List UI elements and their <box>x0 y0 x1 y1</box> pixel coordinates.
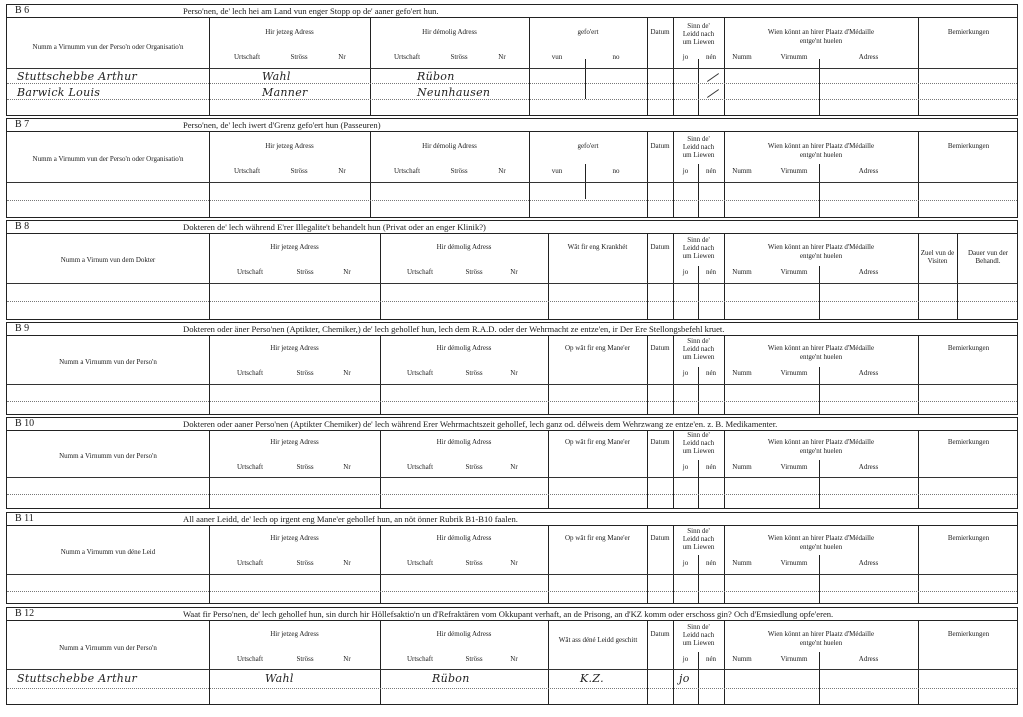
section-header <box>7 608 1017 621</box>
col-date: Datum <box>650 28 670 36</box>
col-current-address: Hir jetzeg Adress <box>265 28 314 36</box>
col-duration: Dauer vun der Behandl. <box>967 249 1009 265</box>
col-street: Ströss <box>296 268 314 276</box>
col-sense-3: um Liewen <box>682 38 715 46</box>
col-sense-1: Sinn de' <box>687 431 710 439</box>
col-to: no <box>612 53 620 61</box>
col-medal-name: Numm <box>732 559 752 567</box>
col-sense-3: um Liewen <box>682 543 715 551</box>
col-medal-address: Adress <box>858 559 879 567</box>
col-no: nén <box>705 369 717 377</box>
col-name: Numm a Virnumm vun déne Leid <box>60 548 156 556</box>
col-medal-name: Numm <box>732 463 752 471</box>
col-from: vun <box>551 53 563 61</box>
col-medal-first: Virnumm <box>780 369 808 377</box>
col-current-address: Hir jetzeg Adress <box>270 344 319 352</box>
entry-former: Rübon <box>417 70 455 83</box>
col-town: Urtschaft <box>236 463 264 471</box>
section-header <box>7 418 1017 431</box>
col-date: Datum <box>650 534 670 542</box>
col-remarks: Bemierkungen <box>947 142 990 150</box>
section-header <box>7 513 1017 526</box>
col-name: Numm a Virnumm vun der Perso'n <box>59 452 157 460</box>
col-current-address: Hir jetzeg Adress <box>265 142 314 150</box>
col-what-happened: Wât ass déné Leidd geschitt <box>558 636 638 644</box>
check-mark-icon <box>707 89 719 98</box>
col-remarks: Bemierkungen <box>947 630 990 638</box>
col-manner: Op wât fir eng Mane'er <box>564 344 630 352</box>
col-medal-1: Wien könnt an hirer Plaatz d'Médaille <box>767 28 875 36</box>
entry-name: Barwick Louis <box>17 86 101 99</box>
col-medal-address: Adress <box>858 655 879 663</box>
check-mark-icon <box>707 73 719 82</box>
section-title: Dokteren de' lech während E'rer Illegalite't behandelt hun (Privat oder an enger Klinik?) <box>183 222 486 232</box>
col-medal-address: Adress <box>858 463 879 471</box>
col-medal-address: Adress <box>858 369 879 377</box>
section-id: B 6 <box>15 5 30 16</box>
section-id: B 8 <box>15 221 30 232</box>
section-b6 <box>6 4 1018 116</box>
col-street: Ströss <box>450 53 468 61</box>
col-date: Datum <box>650 142 670 150</box>
col-name: Numm a Virnumm vun der Perso'n <box>59 644 157 652</box>
col-former-address: Hir démolig Adress <box>436 344 492 352</box>
entry-what-happened: K.Z. <box>580 672 604 685</box>
col-remarks: Bemierkungen <box>947 438 990 446</box>
col-sense-3: um Liewen <box>682 639 715 647</box>
col-nr: Nr <box>510 463 518 471</box>
col-town: Urtschaft <box>406 463 434 471</box>
col-to: no <box>612 167 620 175</box>
section-title: Perso'nen, de' lech iwert d'Grenz gefo'ert hun (Passeuren) <box>183 120 381 130</box>
col-medal-address: Adress <box>858 167 879 175</box>
col-sense-3: um Liewen <box>682 151 715 159</box>
col-town: Urtschaft <box>393 167 421 175</box>
col-transported: gefo'ert <box>577 142 599 150</box>
col-former-address: Hir démolig Adress <box>436 534 492 542</box>
col-medal-name: Numm <box>732 268 752 276</box>
col-no: nén <box>705 463 717 471</box>
col-sense-2: Leidd nach <box>682 30 715 38</box>
section-id: B 7 <box>15 119 30 130</box>
col-date: Datum <box>650 438 670 446</box>
col-from: vun <box>551 167 563 175</box>
col-medal-2: entge'nt huelen <box>799 252 843 260</box>
section-id: B 9 <box>15 323 30 334</box>
col-town: Urtschaft <box>406 268 434 276</box>
col-medal-first: Virnumm <box>780 53 808 61</box>
entry-alive: jo <box>679 672 690 685</box>
col-medal-name: Numm <box>732 53 752 61</box>
section-title: All aaner Leidd, de' lech op irgent eng Mane'er gehollef hun, an nöt önner Rubrik B1-B10 faalen. <box>183 514 518 524</box>
col-no: nén <box>705 167 717 175</box>
col-yes: jo <box>682 559 689 567</box>
col-nr: Nr <box>510 268 518 276</box>
col-former-address: Hir démolig Adress <box>436 243 492 251</box>
col-sense-2: Leidd nach <box>682 345 715 353</box>
col-yes: jo <box>682 369 689 377</box>
col-medal-address: Adress <box>858 53 879 61</box>
col-town: Urtschaft <box>236 559 264 567</box>
col-street: Ströss <box>296 369 314 377</box>
col-nr: Nr <box>510 369 518 377</box>
col-sense-1: Sinn de' <box>687 337 710 345</box>
col-date: Datum <box>650 243 670 251</box>
section-id: B 11 <box>15 513 34 524</box>
col-street: Ströss <box>465 559 483 567</box>
col-nr: Nr <box>510 559 518 567</box>
entry-name: Stuttschebbe Arthur <box>17 672 138 685</box>
col-town: Urtschaft <box>406 369 434 377</box>
col-remarks: Bemierkungen <box>947 28 990 36</box>
col-sense-1: Sinn de' <box>687 236 710 244</box>
section-title: Perso'nen, de' lech hei am Land vun enger Stopp op de' aaner gefo'ert hun. <box>183 6 439 16</box>
col-nr: Nr <box>338 167 346 175</box>
col-yes: jo <box>682 268 689 276</box>
section-b11 <box>6 512 1018 604</box>
col-nr: Nr <box>343 369 351 377</box>
col-remarks: Bemierkungen <box>947 534 990 542</box>
section-title: Dokteren oder äner Perso'nen (Aptikter, Chemiker,) de' lech gehollef hun, lech dem R.A.D. oder der Wehrmacht ze entze'en, ir Der Ere Stellongsbefehl kruet. <box>183 324 725 334</box>
col-current-address: Hir jetzeg Adress <box>270 243 319 251</box>
section-b12 <box>6 607 1018 705</box>
entry-town: Wahl <box>265 672 294 685</box>
col-sense-2: Leidd nach <box>682 143 715 151</box>
col-sense-1: Sinn de' <box>687 22 710 30</box>
col-former-address: Hir démolig Adress <box>422 28 477 36</box>
section-b8 <box>6 220 1018 320</box>
col-town: Urtschaft <box>236 369 264 377</box>
col-date: Datum <box>650 344 670 352</box>
col-medal-1: Wien könnt an hirer Plaatz d'Médaille <box>767 142 875 150</box>
section-id: B 10 <box>15 418 35 429</box>
col-current-address: Hir jetzeg Adress <box>270 534 319 542</box>
col-street: Ströss <box>450 167 468 175</box>
col-sense-3: um Liewen <box>682 353 715 361</box>
entry-former: Neunhausen <box>417 86 491 99</box>
col-medal-name: Numm <box>732 655 752 663</box>
col-medal-name: Numm <box>732 167 752 175</box>
col-nr: Nr <box>343 559 351 567</box>
col-no: nén <box>705 559 717 567</box>
col-street: Ströss <box>465 369 483 377</box>
col-manner: Op wât fir eng Mane'er <box>564 438 630 446</box>
col-medal-first: Virnumm <box>780 463 808 471</box>
col-medal-1: Wien könnt an hirer Plaatz d'Médaille <box>767 438 875 446</box>
col-street: Ströss <box>296 559 314 567</box>
col-sense-3: um Liewen <box>682 447 715 455</box>
col-nr: Nr <box>343 268 351 276</box>
entry-name: Stuttschebbe Arthur <box>17 70 138 83</box>
col-medal-1: Wien könnt an hirer Plaatz d'Médaille <box>767 534 875 542</box>
col-medal-2: entge'nt huelen <box>799 447 843 455</box>
col-name: Numm a Virnumm vun der Perso'n oder Organisatio'n <box>32 43 184 51</box>
col-former-address: Hir démolig Adress <box>436 630 492 638</box>
col-yes: jo <box>682 655 689 663</box>
col-sense-2: Leidd nach <box>682 439 715 447</box>
col-medal-2: entge'nt huelen <box>799 37 843 45</box>
col-medal-first: Virnumm <box>780 167 808 175</box>
section-id: B 12 <box>15 608 35 619</box>
col-former-address: Hir démolig Adress <box>436 438 492 446</box>
section-header <box>7 5 1017 18</box>
col-nr: Nr <box>343 655 351 663</box>
section-header <box>7 119 1017 132</box>
col-current-address: Hir jetzeg Adress <box>270 438 319 446</box>
col-medal-2: entge'nt huelen <box>799 639 843 647</box>
col-sense-1: Sinn de' <box>687 623 710 631</box>
col-street: Ströss <box>296 463 314 471</box>
section-title: Waat fir Perso'nen, de' lech gehollef hun, sin durch hir Höllefsaktio'n un d'Refraktären vom Okkupant verhaft, an de Prisong, an d'KZ komm oder erschoss gin? Och d'Emsiedlung opfe'eren. <box>183 609 834 619</box>
col-town: Urtschaft <box>236 655 264 663</box>
col-medal-2: entge'nt huelen <box>799 151 843 159</box>
col-medal-1: Wien könnt an hirer Plaatz d'Médaille <box>767 243 875 251</box>
col-current-address: Hir jetzeg Adress <box>270 630 319 638</box>
col-medal-1: Wien könnt an hirer Plaatz d'Médaille <box>767 344 875 352</box>
col-sense-1: Sinn de' <box>687 527 710 535</box>
col-street: Ströss <box>465 463 483 471</box>
col-town: Urtschaft <box>406 655 434 663</box>
entry-town: Wahl <box>262 70 291 83</box>
col-name: Numm a Virnumm vun der Perso'n <box>59 358 157 366</box>
col-no: nén <box>705 655 717 663</box>
section-header <box>7 221 1017 234</box>
col-medal-name: Numm <box>732 369 752 377</box>
col-medal-2: entge'nt huelen <box>799 353 843 361</box>
section-b10 <box>6 417 1018 509</box>
col-street: Ströss <box>290 167 308 175</box>
col-medal-first: Virnumm <box>780 268 808 276</box>
col-remarks: Bemierkungen <box>947 344 990 352</box>
col-sense-3: um Liewen <box>682 252 715 260</box>
col-medal-1: Wien könnt an hirer Plaatz d'Médaille <box>767 630 875 638</box>
col-medal-first: Virnumm <box>780 559 808 567</box>
entry-former: Rübon <box>432 672 470 685</box>
col-medal-2: entge'nt huelen <box>799 543 843 551</box>
col-yes: jo <box>682 463 689 471</box>
col-street: Ströss <box>296 655 314 663</box>
col-town: Urtschaft <box>233 167 261 175</box>
col-town: Urtschaft <box>393 53 421 61</box>
col-yes: jo <box>682 167 689 175</box>
col-name: Numm a Virnumm vun der Perso'n oder Organisatio'n <box>32 155 184 163</box>
col-yes: jo <box>682 53 689 61</box>
col-street: Ströss <box>465 655 483 663</box>
col-sense-2: Leidd nach <box>682 631 715 639</box>
col-street: Ströss <box>465 268 483 276</box>
col-date: Datum <box>650 630 670 638</box>
section-title: Dokteren oder aaner Perso'nen (Aptikter Chemiker) de' lech während Erer Wehrmachtszeit gehollef, lech ganz od. délweis dem Wehrzwang ze entze'en. z. B. Medikamenter. <box>183 419 778 429</box>
col-street: Ströss <box>290 53 308 61</box>
section-header <box>7 323 1017 336</box>
col-manner: Op wât fir eng Mane'er <box>564 534 630 542</box>
section-b9 <box>6 322 1018 415</box>
col-nr: Nr <box>498 53 506 61</box>
col-sense-2: Leidd nach <box>682 535 715 543</box>
col-town: Urtschaft <box>406 559 434 567</box>
col-visits: Zuel vun de Visiten <box>920 249 955 265</box>
col-sense-1: Sinn de' <box>687 135 710 143</box>
col-no: nén <box>705 53 717 61</box>
col-nr: Nr <box>498 167 506 175</box>
col-medal-first: Virnumm <box>780 655 808 663</box>
section-b7 <box>6 118 1018 218</box>
col-illness: Wât fir eng Krankhét <box>567 243 628 251</box>
col-sense-2: Leidd nach <box>682 244 715 252</box>
col-town: Urtschaft <box>233 53 261 61</box>
col-nr: Nr <box>510 655 518 663</box>
col-no: nén <box>705 268 717 276</box>
col-medal-address: Adress <box>858 268 879 276</box>
col-transported: gefo'ert <box>577 28 599 36</box>
col-former-address: Hir démolig Adress <box>422 142 477 150</box>
col-nr: Nr <box>338 53 346 61</box>
col-town: Urtschaft <box>236 268 264 276</box>
entry-town: Manner <box>262 86 308 99</box>
col-nr: Nr <box>343 463 351 471</box>
col-name: Numm a Virnum vun dem Dokter <box>60 256 156 264</box>
